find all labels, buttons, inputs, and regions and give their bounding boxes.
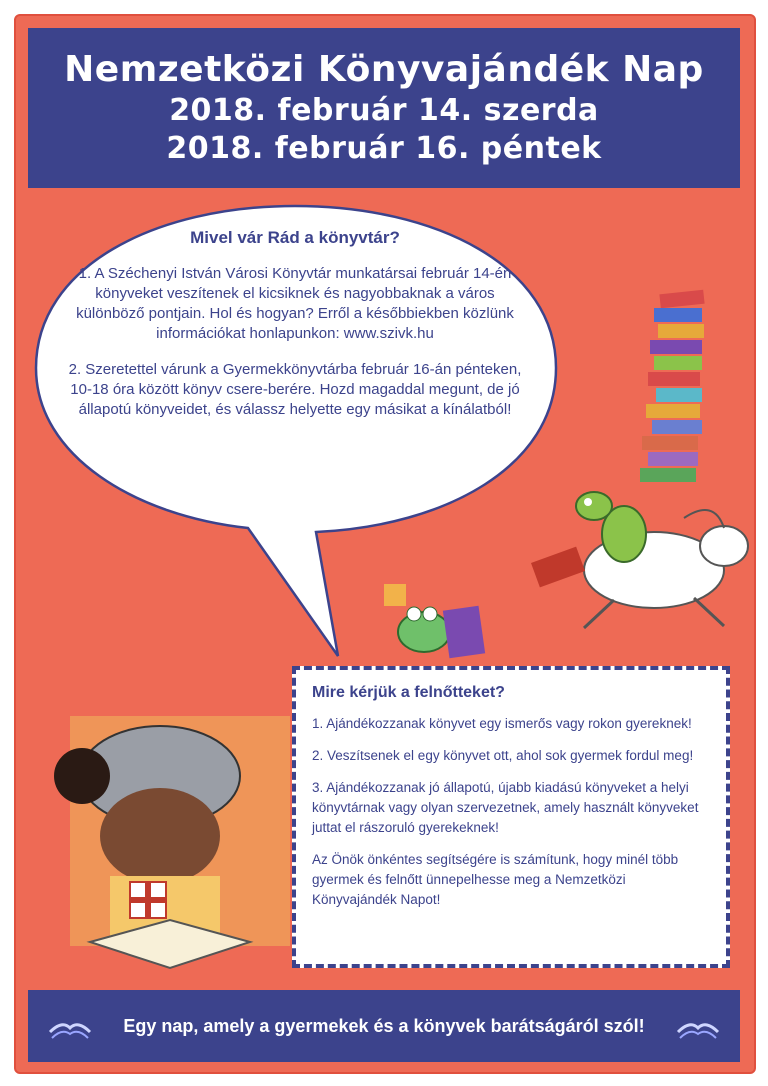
adults-closing: Az Önök önkéntes segítségére is számítunk, hogy minél több gyermek és felnőtt ünnepelhesse meg a Nemzetközi Könyvajándék Napot! [312,852,679,907]
bubble-item-1: 1. A Széchenyi István Városi Könyvtár munkatársai február 14-én könyveket veszítenek el kicsiknek és nagyobbaknak a város különböző pontjain. Hol és hogyan? Erről a későbbiekben közlünk információkat honlapunkon: www.szivk.hu [76,265,514,342]
adults-item-2: 2. Veszítsenek el egy könyvet ott, ahol sok gyermek fordul meg! [312,748,694,763]
footer-banner [28,990,740,1062]
adults-question: Mire kérjük a felnőtteket? [312,684,505,701]
poster [14,14,756,1074]
speech-bubble-content [68,228,522,436]
frog-illustration [384,584,494,664]
event-date-1: 2018. február 14. szerda [169,93,599,128]
page-title: Nemzetközi Könyvajándék Nap [64,49,704,90]
girl-reading-illustration [30,706,300,986]
bubble-item-2: 2. Szeretettel várunk a Gyermekkönyvtárba február 16-án pénteken, 10-18 óra között könyv csere-berére. Hozd magaddal megunt, de jó állapotú könyveidet, és válassz helyette egy másikat a kínálatból! [68,361,522,418]
book-stack-illustration [616,286,726,496]
library-logo-icon [676,1006,720,1046]
footer-slogan: Egy nap, amely a gyermekek és a könyvek barátságáról szól! [123,1016,645,1036]
adults-request-box [292,666,730,968]
bubble-question: Mivel vár Rád a könyvtár? [190,228,400,247]
event-date-2: 2018. február 16. péntek [166,131,602,166]
adults-item-3: 3. Ajándékozzanak jó állapotú, újabb kiadású könyveket a helyi könyvtárnak vagy olyan szervezetnek, amely használt könyveket juttat el rászoruló gyerekeknek! [312,780,699,835]
dragon-goat-illustration [524,478,754,638]
adults-item-1: 1. Ajándékozzanak könyvet egy ismerős vagy rokon gyereknek! [312,716,692,731]
